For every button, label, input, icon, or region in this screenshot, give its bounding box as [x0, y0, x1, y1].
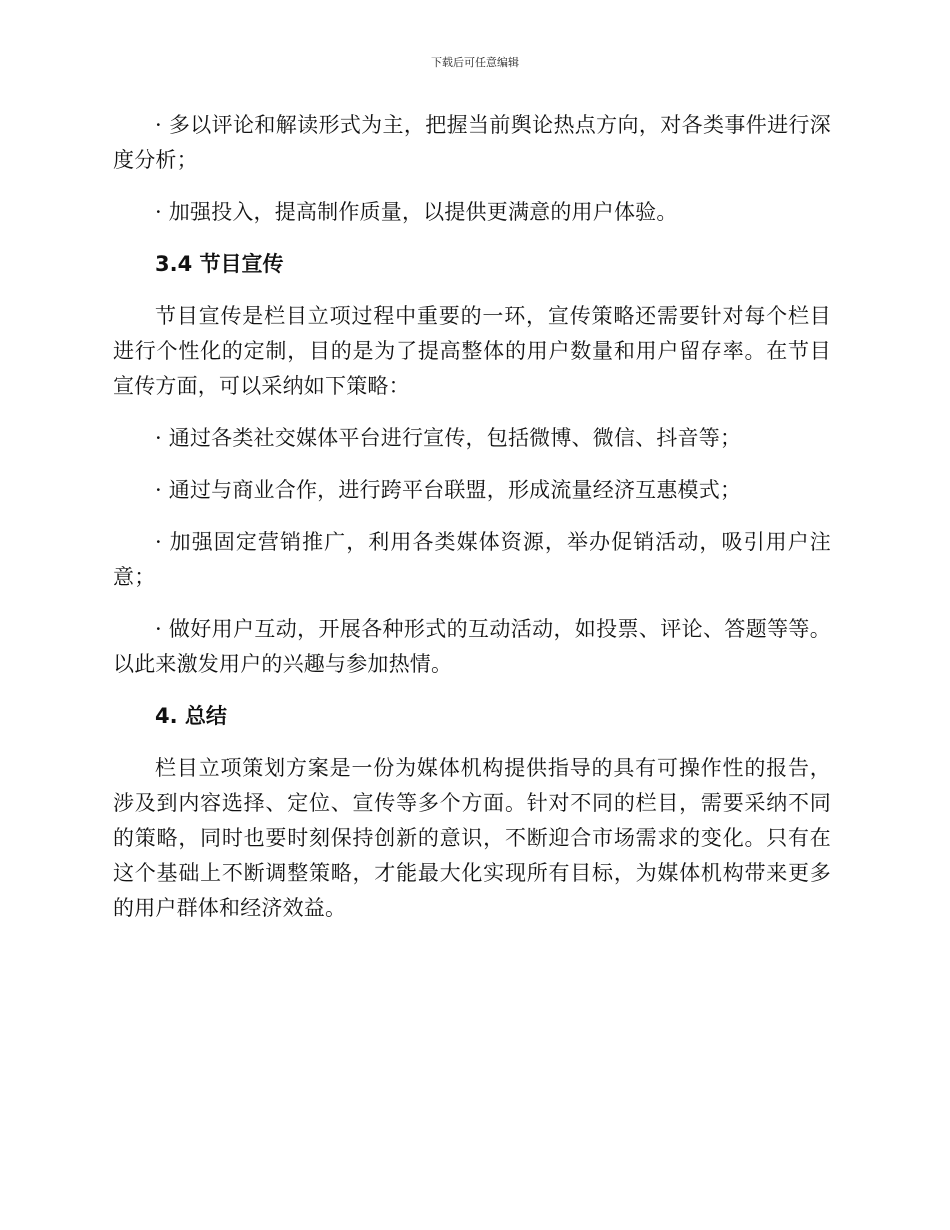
- section-heading-summary: 4. 总结: [155, 704, 227, 728]
- document-body: [113, 108, 831, 943]
- bullet-analysis: · 多以评论和解读形式为主，把握当前舆论热点方向，对各类事件进行深度分析；: [113, 113, 831, 172]
- summary-paragraph: 栏目立项策划方案是一份为媒体机构提供指导的具有可操作性的报告，涉及到内容选择、定位、宣传等多个方面。针对不同的栏目，需要采纳不同的策略，同时也要时刻保持创新的意识，不断迎合市场需求的变化。只有在这个基础上不断调整策略，才能最大化实现所有目标，为媒体机构带来更多的用户群体和经济效益。: [113, 756, 831, 920]
- section-heading-promotion: 3.4 节目宣传: [155, 252, 284, 276]
- bullet-user-interaction: · 做好用户互动，开展各种形式的互动活动，如投票、评论、答题等等。以此来激发用户的兴趣与参加热情。: [113, 617, 831, 676]
- bullet-social-media: · 通过各类社交媒体平台进行宣传，包括微博、微信、抖音等；: [155, 426, 742, 450]
- bullet-business-cooperation: · 通过与商业合作，进行跨平台联盟，形成流量经济互惠模式；: [155, 478, 742, 502]
- bullet-marketing: · 加强固定营销推广，利用各类媒体资源，举办促销活动，吸引用户注意；: [113, 530, 831, 589]
- bullet-quality: · 加强投入，提高制作质量，以提供更满意的用户体验。: [155, 200, 678, 224]
- promotion-intro-paragraph: 节目宣传是栏目立项过程中重要的一环，宣传策略还需要针对每个栏目进行个性化的定制，目的是为了提高整体的用户数量和用户留存率。在节目宣传方面，可以采纳如下策略：: [113, 304, 831, 398]
- header-note: 下载后可任意编辑: [431, 56, 519, 69]
